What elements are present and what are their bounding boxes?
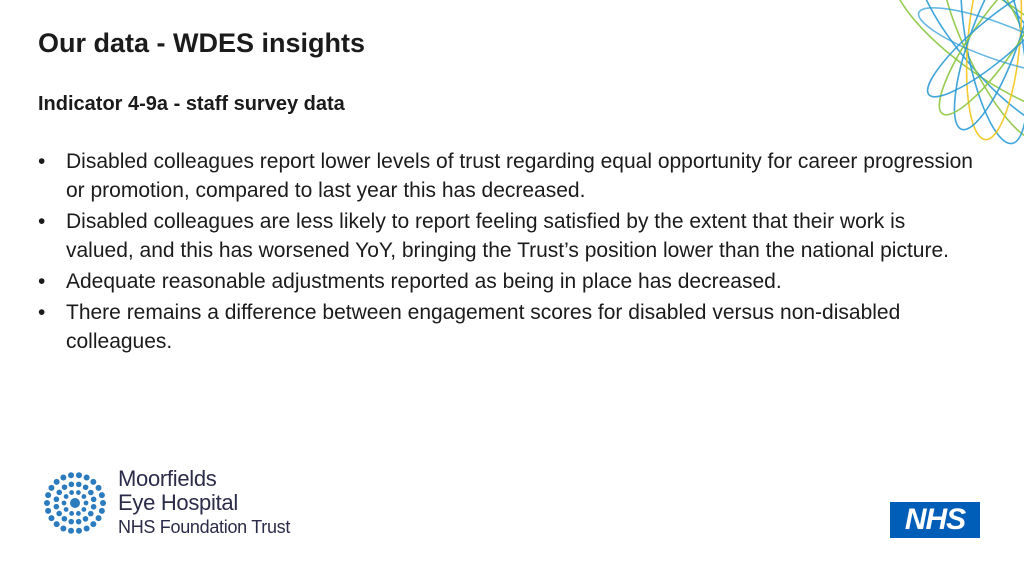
bullet-text: Disabled colleagues are less likely to report feeling satisfied by the extent that their work is valued, and this has worsened YoY, bringing the Trust’s position lower than the national picture. xyxy=(66,210,949,262)
logo-dot xyxy=(90,521,96,527)
logo-dot xyxy=(88,490,94,496)
logo-dot xyxy=(96,485,102,491)
logo-dot xyxy=(88,511,94,517)
logo-dot xyxy=(81,494,86,499)
spiral-lines-decoration xyxy=(854,0,1024,175)
logo-dot xyxy=(69,482,75,488)
logo-dot xyxy=(54,479,60,485)
logo-dot xyxy=(91,497,97,503)
logo-dot xyxy=(84,501,89,506)
nhs-logo: NHS xyxy=(890,502,980,538)
logo-dot xyxy=(62,516,68,522)
logo-dot xyxy=(96,515,102,521)
logo-dot xyxy=(54,504,60,510)
logo-dot xyxy=(83,484,89,490)
logo-dot xyxy=(64,494,69,499)
logo-wordmark xyxy=(118,467,290,539)
logo-dot xyxy=(56,511,62,517)
logo-dot xyxy=(60,525,66,531)
logo-dot xyxy=(69,511,74,516)
bullet-text: There remains a difference between engagement scores for disabled versus non-disabled colleagues. xyxy=(66,301,901,353)
bullet-marker: • xyxy=(38,301,46,324)
logo-dot xyxy=(45,492,51,498)
logo-dot xyxy=(76,511,81,516)
logo-dot xyxy=(68,528,74,534)
logo-dot xyxy=(76,490,81,495)
logo-dot xyxy=(60,475,66,481)
moorfields-logo xyxy=(42,467,290,539)
logo-dot xyxy=(68,472,74,478)
bullet-item xyxy=(38,298,978,356)
logo-dot xyxy=(83,516,89,522)
logo-dot xyxy=(76,482,82,488)
logo-dot xyxy=(54,521,60,527)
logo-dot xyxy=(76,519,82,525)
slide-title: Our data - WDES insights xyxy=(38,28,366,58)
bullet-marker: • xyxy=(38,150,46,173)
logo-dot xyxy=(44,500,50,506)
bullet-list xyxy=(38,147,978,358)
logo-dot xyxy=(76,472,82,478)
logo-dot xyxy=(68,519,74,525)
logo-dot xyxy=(84,525,90,531)
logo-line-2: Eye Hospital xyxy=(118,490,238,515)
logo-dot xyxy=(100,500,106,506)
logo-dot xyxy=(81,507,86,512)
bullet-marker: • xyxy=(38,270,46,293)
bullet-item xyxy=(38,267,978,296)
bullet-item xyxy=(38,147,978,205)
bullet-marker: • xyxy=(38,210,46,233)
logo-dot xyxy=(76,528,82,534)
logo-dot xyxy=(45,508,51,514)
logo-dot xyxy=(99,492,105,498)
logo-line-3: NHS Foundation Trust xyxy=(118,517,291,537)
logo-dot xyxy=(62,501,67,506)
logo-dot xyxy=(91,504,97,510)
logo-line-1: Moorfields xyxy=(118,466,217,491)
logo-dot xyxy=(90,479,96,485)
logo-dot xyxy=(99,508,105,514)
slide-subtitle: Indicator 4-9a - staff survey data xyxy=(38,93,345,115)
logo-dot xyxy=(64,507,69,512)
logo-dot xyxy=(48,515,54,521)
logo-dot xyxy=(48,485,54,491)
bullet-item xyxy=(38,207,978,265)
bullet-text: Adequate reasonable adjustments reported as being in place has decreased. xyxy=(66,270,782,293)
logo-dot xyxy=(69,490,74,495)
moorfields-ring-icon xyxy=(42,470,108,536)
logo-dot xyxy=(56,490,62,496)
logo-dot xyxy=(84,475,90,481)
logo-dot xyxy=(54,496,60,502)
logo-dot xyxy=(62,484,68,490)
bullet-text: Disabled colleagues report lower levels of trust regarding equal opportunity for career progression or promotion, compared to last year this has decreased. xyxy=(66,150,973,202)
